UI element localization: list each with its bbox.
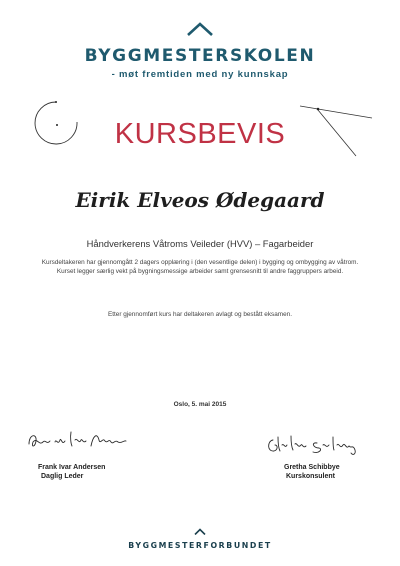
course-description: Kursdeltakeren har gjennomgått 2 dagers opplæring i (den vesentlige delen) i bygging og ombygging av våtrom. Kurset legger særlig vekt på bygningsmessige arbeider samt grensesnitt til andre faggruppers arbeid. (41, 259, 359, 276)
signer-right-role: Kurskonsulent (286, 473, 336, 481)
signer-left (38, 463, 105, 481)
course-name: Håndverkerens Våtroms Veileder (HVV) – Fagarbeider (86, 238, 314, 249)
signature-right-handwritten (265, 432, 365, 458)
exam-note: Etter gjennomført kurs har deltakeren avlagt og bestått eksamen. (107, 311, 292, 318)
brand-tagline: - møt fremtiden med ny kunnskap (111, 69, 289, 80)
document-title: KURSBEVIS (114, 118, 286, 150)
signer-left-name: Frank Ivar Andersen (38, 464, 106, 471)
brand-name: BYGGMESTERSKOLEN (84, 46, 316, 66)
roof-chevron-icon (186, 22, 214, 36)
footer-brand: BYGGMESTERFORBUNDET (128, 541, 272, 550)
footer-roof-chevron-icon (194, 528, 206, 535)
signer-right-name: Gretha Schibbye (284, 464, 340, 471)
signer-left-role: Daglig Leder (41, 473, 84, 481)
signature-left-handwritten (25, 428, 130, 454)
place-and-date: Oslo, 5. mai 2015 (173, 401, 227, 408)
signer-right (284, 463, 340, 481)
recipient-name: Eirik Elveos Ødegaard (75, 188, 325, 212)
